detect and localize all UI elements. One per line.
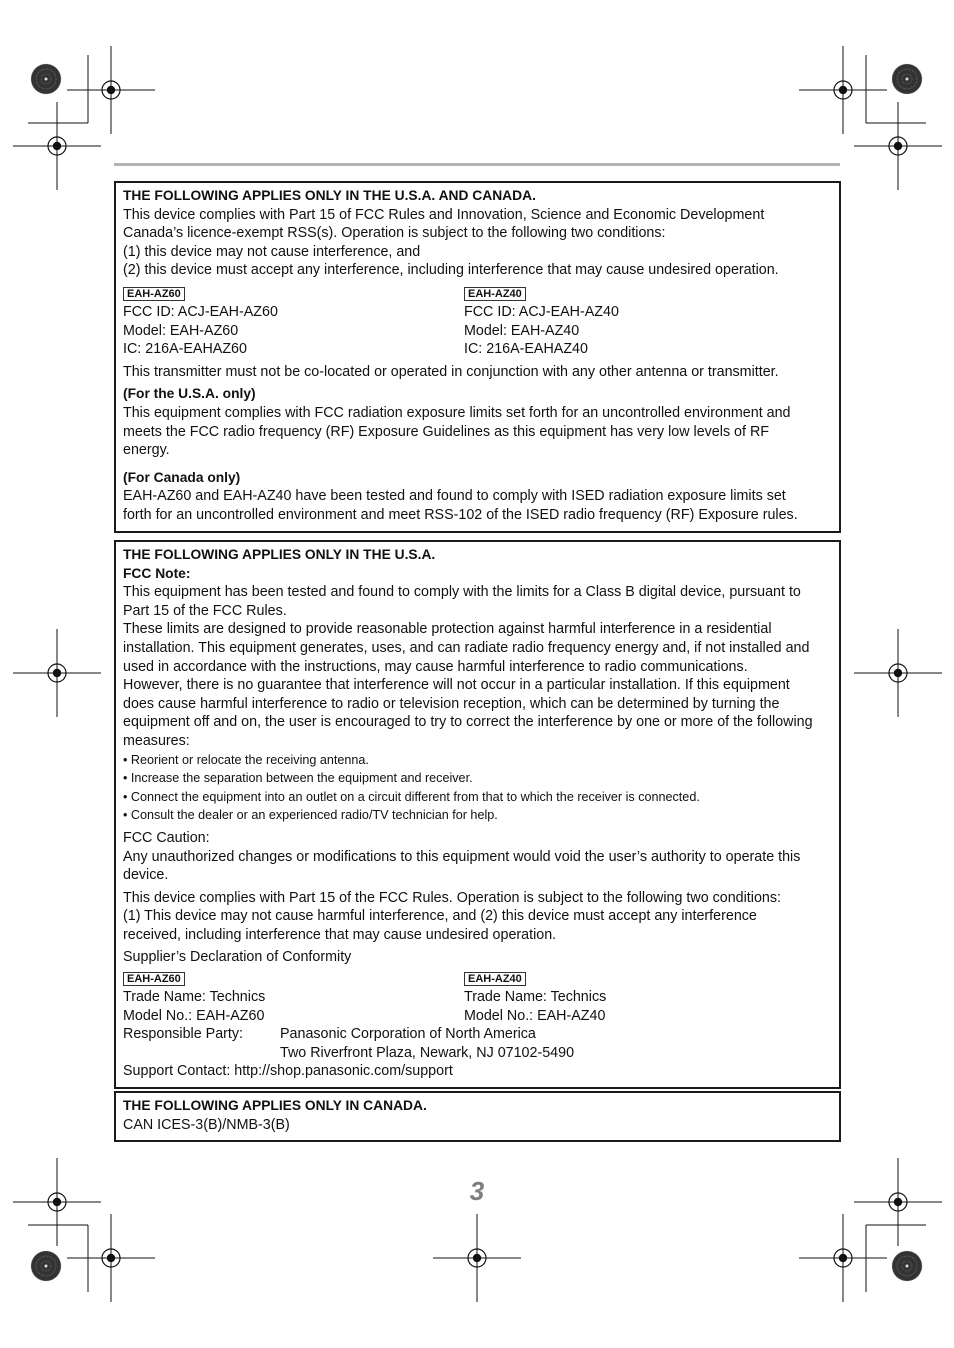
responsible-party-label: Responsible Party:: [123, 1026, 243, 1043]
text-line: device.: [123, 867, 169, 884]
text-line: used in accordance with the instructions, may cause harmful interference to radio communications.: [123, 658, 748, 675]
text-line: forth for an uncontrolled environment and meet RSS-102 of the ISED radio frequency (RF) Exposure rules.: [123, 506, 798, 523]
spacer: [123, 1044, 280, 1063]
sdoc-column-az40: [464, 969, 805, 1025]
text-line: energy.: [123, 442, 170, 459]
registration-mark-mid-right: [854, 629, 942, 717]
sdoc-heading: Supplier’s Declaration of Conformity: [123, 949, 352, 966]
text-line: Canada’s licence-exempt RSS(s). Operation is subject to the following two conditions:: [123, 225, 666, 242]
text-line: This device complies with Part 15 of the FCC Rules. Operation is subject to the following two conditions:: [123, 889, 781, 906]
bullet-item: • Connect the equipment into an outlet on a circuit different from that to which the receiver is connected.: [123, 789, 700, 804]
text-line: does cause harmful interference to radio or television reception, which can be determined by turning the: [123, 695, 780, 712]
canada-section: [114, 1091, 841, 1142]
text-line: measures:: [123, 732, 190, 749]
colocation-notice: This transmitter must not be co-located or operated in conjunction with any other antenna or transmitter.: [123, 363, 779, 380]
text-line: Part 15 of the FCC Rules.: [123, 602, 287, 619]
text-line: (1) This device may not cause harmful interference, and (2) this device must accept any interference: [123, 908, 757, 925]
text-line: This device complies with Part 15 of FCC Rules and Innovation, Science and Economic Development: [123, 206, 765, 223]
text-line: This equipment has been tested and found to comply with the limits for a Class B digital device, pursuant to: [123, 584, 801, 601]
section-heading: THE FOLLOWING APPLIES ONLY IN THE U.S.A. AND CANADA.: [123, 188, 536, 203]
model-tag: EAH-AZ60: [123, 287, 185, 301]
model-column-az60: [123, 284, 464, 359]
canada-only-heading: (For Canada only): [123, 469, 241, 485]
registration-mark-mid-left: [13, 629, 101, 717]
model-tag: EAH-AZ40: [464, 972, 526, 986]
ic-number: IC: 216A-EAHAZ40: [464, 341, 588, 358]
registration-mark-top-left-1: [67, 46, 155, 134]
ic-number: IC: 216A-EAHAZ60: [123, 341, 247, 358]
star-target-bottom-left: [31, 1251, 61, 1281]
registration-mark-bottom-right-1: [799, 1214, 887, 1302]
fcc-id: FCC ID: ACJ-EAH-AZ60: [123, 303, 278, 320]
text-line: meets the FCC radio frequency (RF) Exposure Guidelines as this equipment has very low levels of RF: [123, 423, 770, 440]
registration-mark-top-right-2: [854, 102, 942, 190]
text-line: received, including interference that may cause undesired operation.: [123, 926, 557, 943]
model-tag: EAH-AZ40: [464, 287, 526, 301]
trade-name: Trade Name: Technics: [464, 989, 607, 1006]
condition-1: (1) this device may not cause interference, and: [123, 243, 421, 260]
model-name: Model: EAH-AZ60: [123, 322, 239, 339]
usa-only-heading: (For the U.S.A. only): [123, 386, 256, 402]
page-number: 3: [469, 1176, 485, 1206]
registration-mark-top-right-1: [799, 46, 887, 134]
fcc-note-heading: FCC Note:: [123, 565, 191, 581]
responsible-party-address-row: [123, 1044, 832, 1063]
bullet-item: • Reorient or relocate the receiving antenna.: [123, 752, 369, 767]
text-line: However, there is no guarantee that interference will not occur in a particular installation. If this equipment: [123, 677, 790, 694]
model-number: Model No.: EAH-AZ40: [464, 1007, 606, 1024]
model-name: Model: EAH-AZ40: [464, 322, 580, 339]
text-line: This equipment complies with FCC radiation exposure limits set forth for an uncontrolled environment and: [123, 404, 791, 421]
sdoc-column-az60: [123, 969, 464, 1025]
header-rule: [114, 163, 840, 166]
bullet-item: • Consult the dealer or an experienced radio/TV technician for help.: [123, 808, 498, 823]
star-target-top-right: [892, 64, 922, 94]
text-line: These limits are designed to provide reasonable protection against harmful interference in a residential: [123, 621, 772, 638]
star-target-bottom-right: [892, 1251, 922, 1281]
ices-text: CAN ICES-3(B)/NMB-3(B): [123, 1116, 290, 1133]
section-heading: THE FOLLOWING APPLIES ONLY IN THE U.S.A.: [123, 547, 436, 562]
usa-canada-section: [114, 181, 841, 533]
model-ids: [123, 284, 832, 359]
registration-mark-bottom-center: [433, 1214, 521, 1302]
section-heading: THE FOLLOWING APPLIES ONLY IN CANADA.: [123, 1098, 427, 1113]
responsible-party: [123, 1025, 832, 1044]
star-target-top-left: [31, 64, 61, 94]
bullet-item: • Increase the separation between the equipment and receiver.: [123, 771, 473, 786]
text-line: EAH-AZ60 and EAH-AZ40 have been tested and found to comply with ISED radiation exposure limits set: [123, 488, 786, 505]
model-tag: EAH-AZ60: [123, 972, 185, 986]
fcc-caution-heading: FCC Caution:: [123, 829, 210, 846]
responsible-party-name: Panasonic Corporation of North America: [280, 1026, 536, 1043]
registration-mark-bottom-left-2: [67, 1214, 155, 1302]
fcc-id: FCC ID: ACJ-EAH-AZ40: [464, 303, 619, 320]
text-line: installation. This equipment generates, uses, and can radiate radio frequency energy and, if not installed and: [123, 639, 810, 656]
responsible-party-address: Two Riverfront Plaza, Newark, NJ 07102-5490: [280, 1044, 575, 1061]
text-line: equipment off and on, the user is encouraged to try to correct the interference by one or more of the following: [123, 714, 813, 731]
text-line: Any unauthorized changes or modifications to this equipment would void the user’s authority to operate this: [123, 848, 801, 865]
trade-name: Trade Name: Technics: [123, 989, 266, 1006]
support-contact: Support Contact: http://shop.panasonic.com/support: [123, 1063, 453, 1080]
condition-2: (2) this device must accept any interference, including interference that may cause undesired operation.: [123, 262, 779, 279]
model-column-az40: [464, 284, 805, 359]
usa-section: [114, 540, 841, 1089]
model-number: Model No.: EAH-AZ60: [123, 1007, 265, 1024]
sdoc-models: [123, 969, 832, 1025]
